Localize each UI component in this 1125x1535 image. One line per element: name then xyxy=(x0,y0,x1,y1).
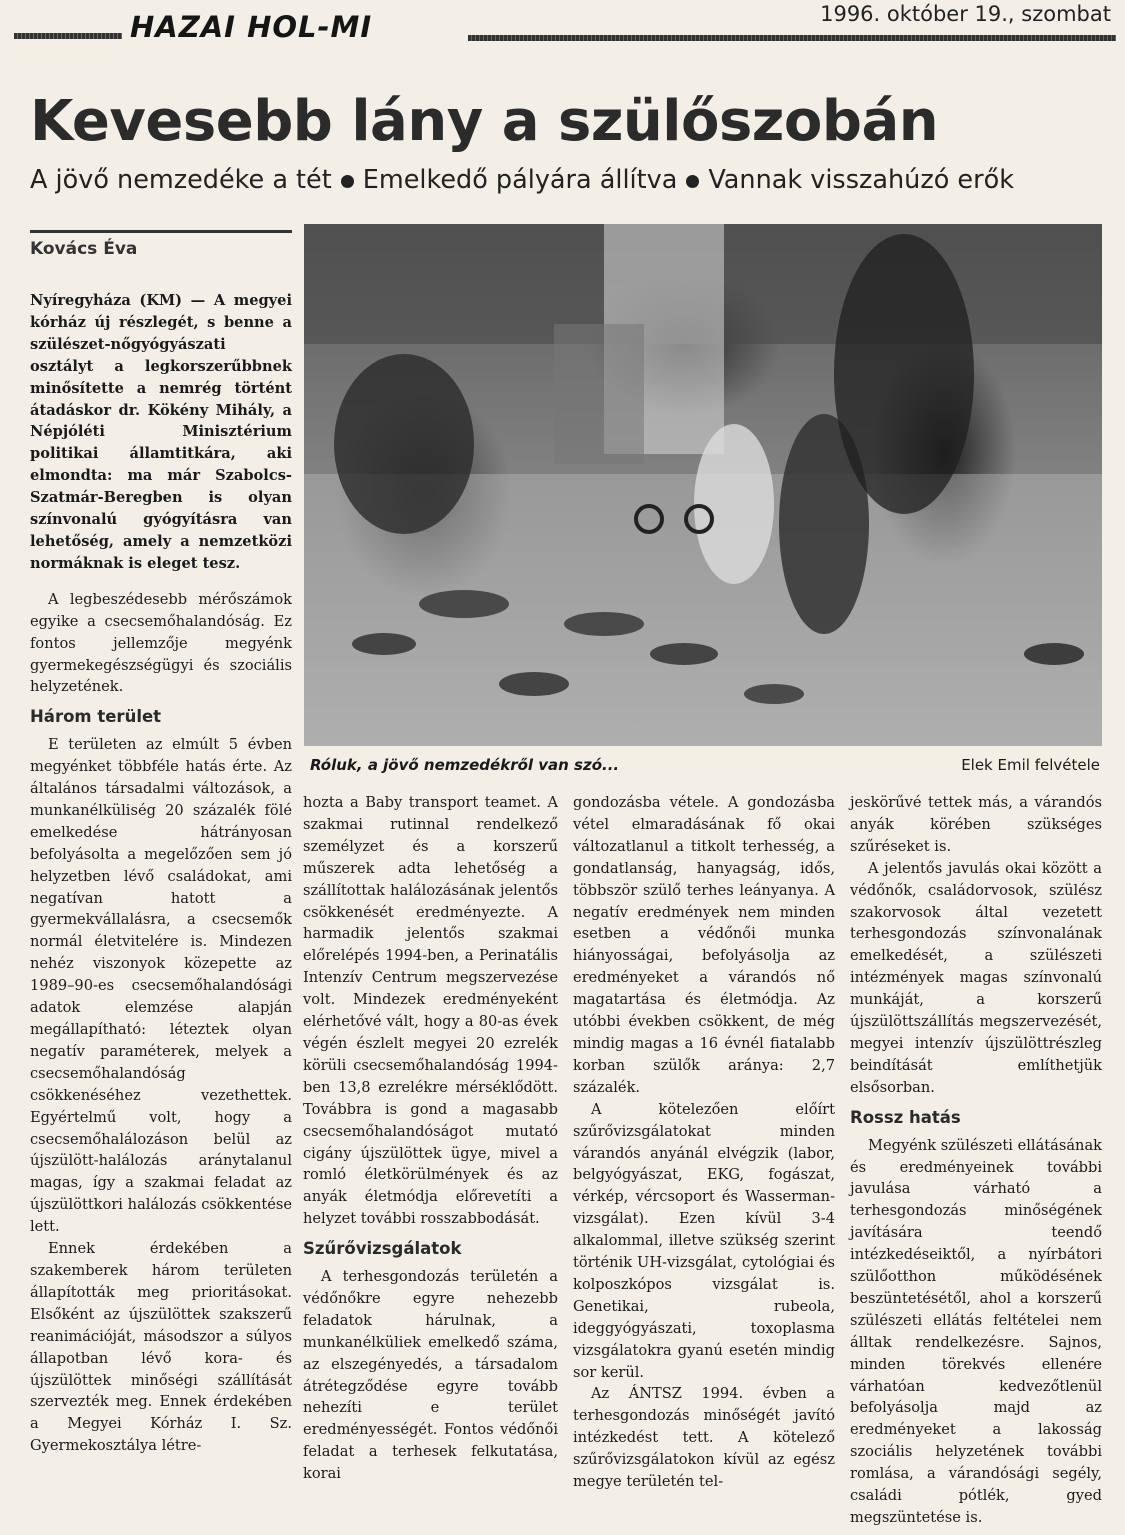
photo-caption: Róluk, a jövő nemzedékről van szó... xyxy=(310,756,620,774)
paragraph: Megyénk szülészeti ellátásának és eredményeinek további javulása várható a terhesgondozás minőségének javítására teendő intézkedéseiktől, a nyírbátori szülőotthon működésének beszüntetésétől, ahol a korszerű szülészeti ellátás feltételei nem álltak rendelkezésre. Sajnos, minden törekvés ellenére várhatóan kedvezőtlenül befolyásolja majd az eredményeket a lakosság szociális helyzetének további romlása, a várandósági segély, családi pótlék, gyed megszüntetése is. xyxy=(850,1136,1102,1526)
photo-credit: Elek Emil felvétele xyxy=(961,756,1100,774)
paragraph: A terhesgondozás területén a védőnőkre egyre nehezebb feladatok hárulnak, a munkanélküliek emelkedő száma, az elszegényedés, a társadalom átrétegződése egyre tovább nehezíti e terület eredményességét. Fontos védőnői feladat a terhesek felkutatása, korai xyxy=(303,1268,558,1483)
subheading-rossz-hatas: Rossz hatás xyxy=(850,1107,961,1127)
article-column-3 xyxy=(573,792,835,1493)
headline: Kevesebb lány a szülőszobán xyxy=(30,89,939,154)
section-label: HAZAI HOL-MI xyxy=(130,10,373,44)
subheading-harom-terulet: Három terület xyxy=(30,707,162,727)
paragraph: A kötelezően előírt szűrővizsgálatokat minden várandós anyánál elvégzik (labor, belgyógyászat, EKG, fogászat, vérkép, vércsoport és Wasserman-vizsgálat). Ezen kívül 3-4 alkalommal, illetve szükség szerint történik UH-vizsgálat, cytológiai és kolposzkópos vizsgálat is. Genetikai, rubeola, ideggyógyászati, toxoplasma vizsgálatokra gyanú esetén mindig sor kerül. xyxy=(573,1100,835,1381)
paragraph: Ennek érdekében a szakemberek három területen állapították meg prioritásokat. Elsőként az újszülöttek szakszerű reanimációját, másodszor a súlyos állapotban lévő kora- és újszülöttek minőségi szállítását szervezték meg. Ennek érdekében a Megyei Kórház I. Sz. Gyermekosztálya létre- xyxy=(30,1240,292,1455)
paragraph: jeskörűvé tettek más, a várandós anyák körében szükséges szűréseket is. xyxy=(850,794,1102,855)
subhead-3: Vannak visszahúzó erők xyxy=(708,165,1014,195)
bullet-icon xyxy=(341,175,354,188)
masthead xyxy=(0,0,1125,44)
paragraph: A jelentős javulás okai között a védőnők, családorvosok, szülész szakorvosok által vezetett terhesgondozás színvonalának emelkedését, a szülészeti intézmények magas színvonalú munkáját, a korszerű újszülöttszállítás megszervezését, megyei intenzív újszülöttrészleg beindítását említhetjük elsősorban. xyxy=(850,859,1102,1096)
masthead-rule-left xyxy=(14,33,122,39)
issue-date: 1996. október 19., szombat xyxy=(820,2,1111,26)
photo-illustration xyxy=(304,224,1102,746)
paragraph: E területen az elmúlt 5 évben megyénket többféle hatás érte. Az általános társadalmi változások, a munkanélküliség 20 százalék fölé emelkedése hátrányosan befolyásolta a megelőzően sem jó helyzetben lévő családokat, ami negatívan hatott a gyermekvállalásra, a csecsemők normál életvitelére is. Mindezen nehéz viszonyok közepette az 1989–90-es csecsemőhalandósági adatok elemzése alapján megállapítható: léteztek olyan negatív paraméterek, melyek a csecsemőhalandóság csökkenéséhez vezethettek. Egyértelmű volt, hogy a csecsemőhalálozáson belül az újszülött-halálozás aránytalanul magas, így a szakmai feladat az újszülöttkori halálozás csökkentése lett. xyxy=(30,736,292,1236)
subheadline xyxy=(30,165,1110,195)
subhead-2: Emelkedő pályára állítva xyxy=(362,165,678,195)
paragraph: Az ÁNTSZ 1994. évben a terhesgondozás minőségét javító intézkedést tett. A kötelező szűrővizsgálatokon kívül az egész megye területén tel- xyxy=(573,1385,835,1491)
paragraph: hozta a Baby transport teamet. A szakmai rutinnal rendelkező személyzet és a korszerű műszerek adta lehetőség a szállítottak halálozásának jelentős csökkenését eredményezte. A harmadik jelentős szakmai előrelépés 1994-ben, a Perinatális Intenzív Centrum megszervezése volt. Mindezek eredményeként elérhetővé vált, hogy a 80-as évek végén észlelt megyei 20 ezrelék körüli csecsemőhalandóság 1994-ben 13,8 ezrelékre mérséklődött. Továbbra is gond a magasabb csecsemőhalandóságot mutató cigány újszülöttek ügye, mivel a romló életkörülmények és az anyák életmódja előrevetíti a helyzet további rosszabbodását. xyxy=(303,794,558,1228)
paragraph: A legbeszédesebb mérőszámok egyike a csecsemőhalandóság. Ez fontos jellemzője megyénk gyermekegészségügyi és szociális helyzetének. xyxy=(30,590,292,696)
article-column-1 xyxy=(30,290,292,1457)
paragraph: gondozásba vétele. A gondozásba vétel elmaradásának fő okai változatlanul a titkolt terhesség, a gondatlanság, hanyagság, idős, többször szülő terhes leányanya. A negatív eredmények nem minden esetben a védőnői munka hiányosságai, befolyásolja az eredményeket a várandós nő magatartása és életmódja. Az utóbbi években csökkent, de még mindig magas a 16 évnél fiatalabb korban szülők aránya: 2,7 százalék. xyxy=(573,794,835,1096)
bullet-icon xyxy=(686,175,699,188)
masthead-rule-right xyxy=(468,35,1116,41)
subheading-szurovizsgalatok: Szűrővizsgálatok xyxy=(303,1239,462,1259)
news-photo xyxy=(304,224,1102,746)
photo-caption-bar xyxy=(310,756,1100,778)
author-byline: Kovács Éva xyxy=(30,230,292,259)
article-column-2 xyxy=(303,792,558,1485)
subhead-1: A jövő nemzedéke a tét xyxy=(30,165,332,195)
article-column-4 xyxy=(850,792,1102,1529)
lead-paragraph: Nyíregyháza (KM) — A megyei kórház új részlegét, s benne a szülészet-nőgyógyászati osztályt a legkorszerűbbnek minősítette a nemrég történt átadáskor dr. Kökény Mihály, a Népjóléti Minisztérium politikai államtitkára, aki elmondta: ma már Szabolcs-Szatmár-Beregben is olyan színvonalú gyógyításra van lehetőség, amely a nemzetközi normáknak is eleget tesz. xyxy=(30,292,292,572)
